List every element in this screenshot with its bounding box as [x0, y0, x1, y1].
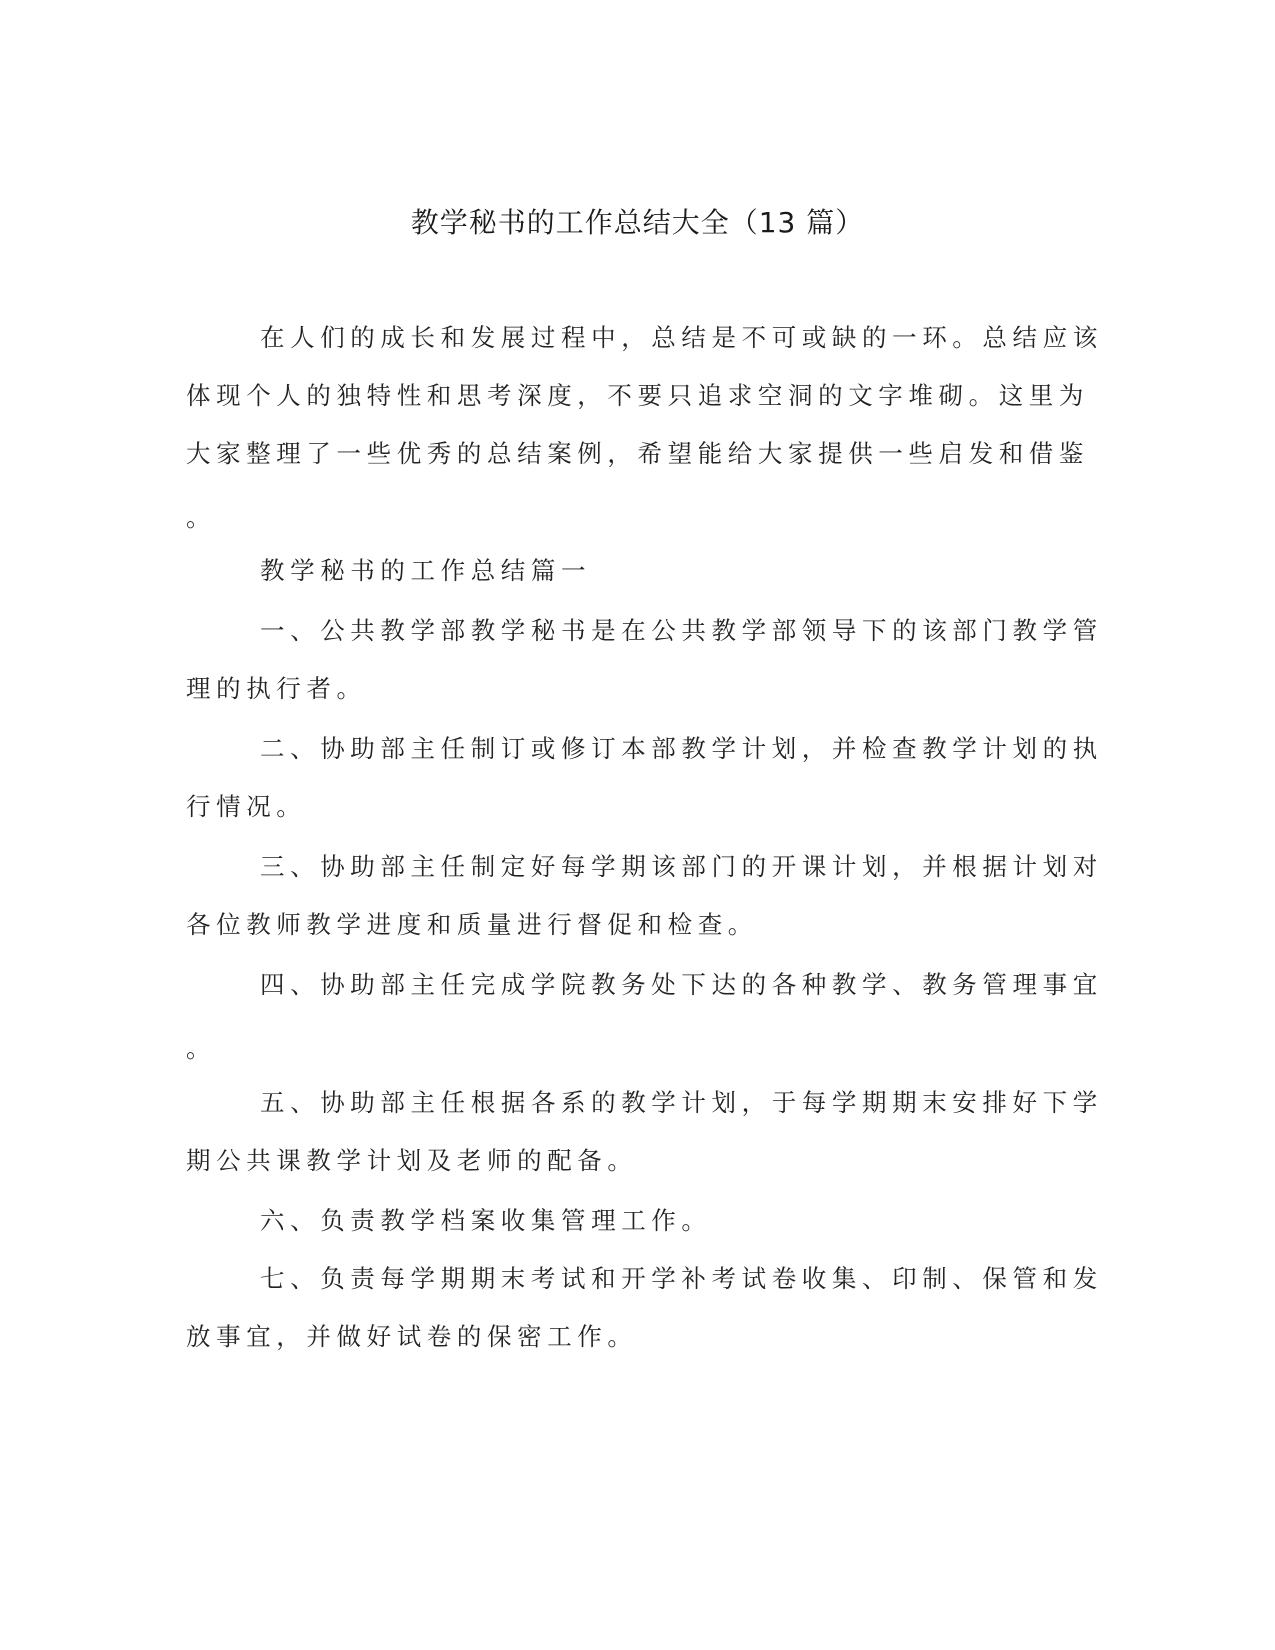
item-2-line-1: 二、协助部主任制订或修订本部教学计划，并检查教学计划的执 [260, 734, 1103, 763]
intro-line-3: 大家整理了一些优秀的总结案例，希望能给大家提供一些启发和借鉴 [186, 439, 1089, 468]
item-7-line-1: 七、负责每学期期末考试和开学补考试卷收集、印制、保管和发 [260, 1264, 1103, 1293]
item-6-line-1: 六、负责教学档案收集管理工作。 [260, 1206, 712, 1235]
document-title: 教学秘书的工作总结大全（13 篇） [410, 206, 865, 239]
item-7-line-2: 放事宜，并做好试卷的保密工作。 [186, 1322, 638, 1351]
item-2-line-2: 行情况。 [186, 792, 307, 821]
item-1-line-1: 一、公共教学部教学秘书是在公共教学部领导下的该部门教学管 [260, 616, 1103, 645]
intro-line-4: 。 [186, 503, 217, 532]
item-4-line-1: 四、协助部主任完成学院教务处下达的各种教学、教务管理事宜 [260, 970, 1103, 999]
item-4-line-2: 。 [186, 1034, 217, 1063]
item-3-line-1: 三、协助部主任制定好每学期该部门的开课计划，并根据计划对 [260, 852, 1103, 881]
item-5-line-2: 期公共课教学计划及老师的配备。 [186, 1146, 638, 1175]
intro-line-2: 体现个人的独特性和思考深度，不要只追求空洞的文字堆砌。这里为 [186, 381, 1089, 410]
item-5-line-1: 五、协助部主任根据各系的教学计划，于每学期期末安排好下学 [260, 1088, 1103, 1117]
item-3-line-2: 各位教师教学进度和质量进行督促和检查。 [186, 910, 758, 939]
item-1-line-2: 理的执行者。 [186, 674, 367, 703]
section-heading: 教学秘书的工作总结篇一 [260, 556, 592, 585]
intro-line-1: 在人们的成长和发展过程中，总结是不可或缺的一环。总结应该 [260, 323, 1103, 352]
